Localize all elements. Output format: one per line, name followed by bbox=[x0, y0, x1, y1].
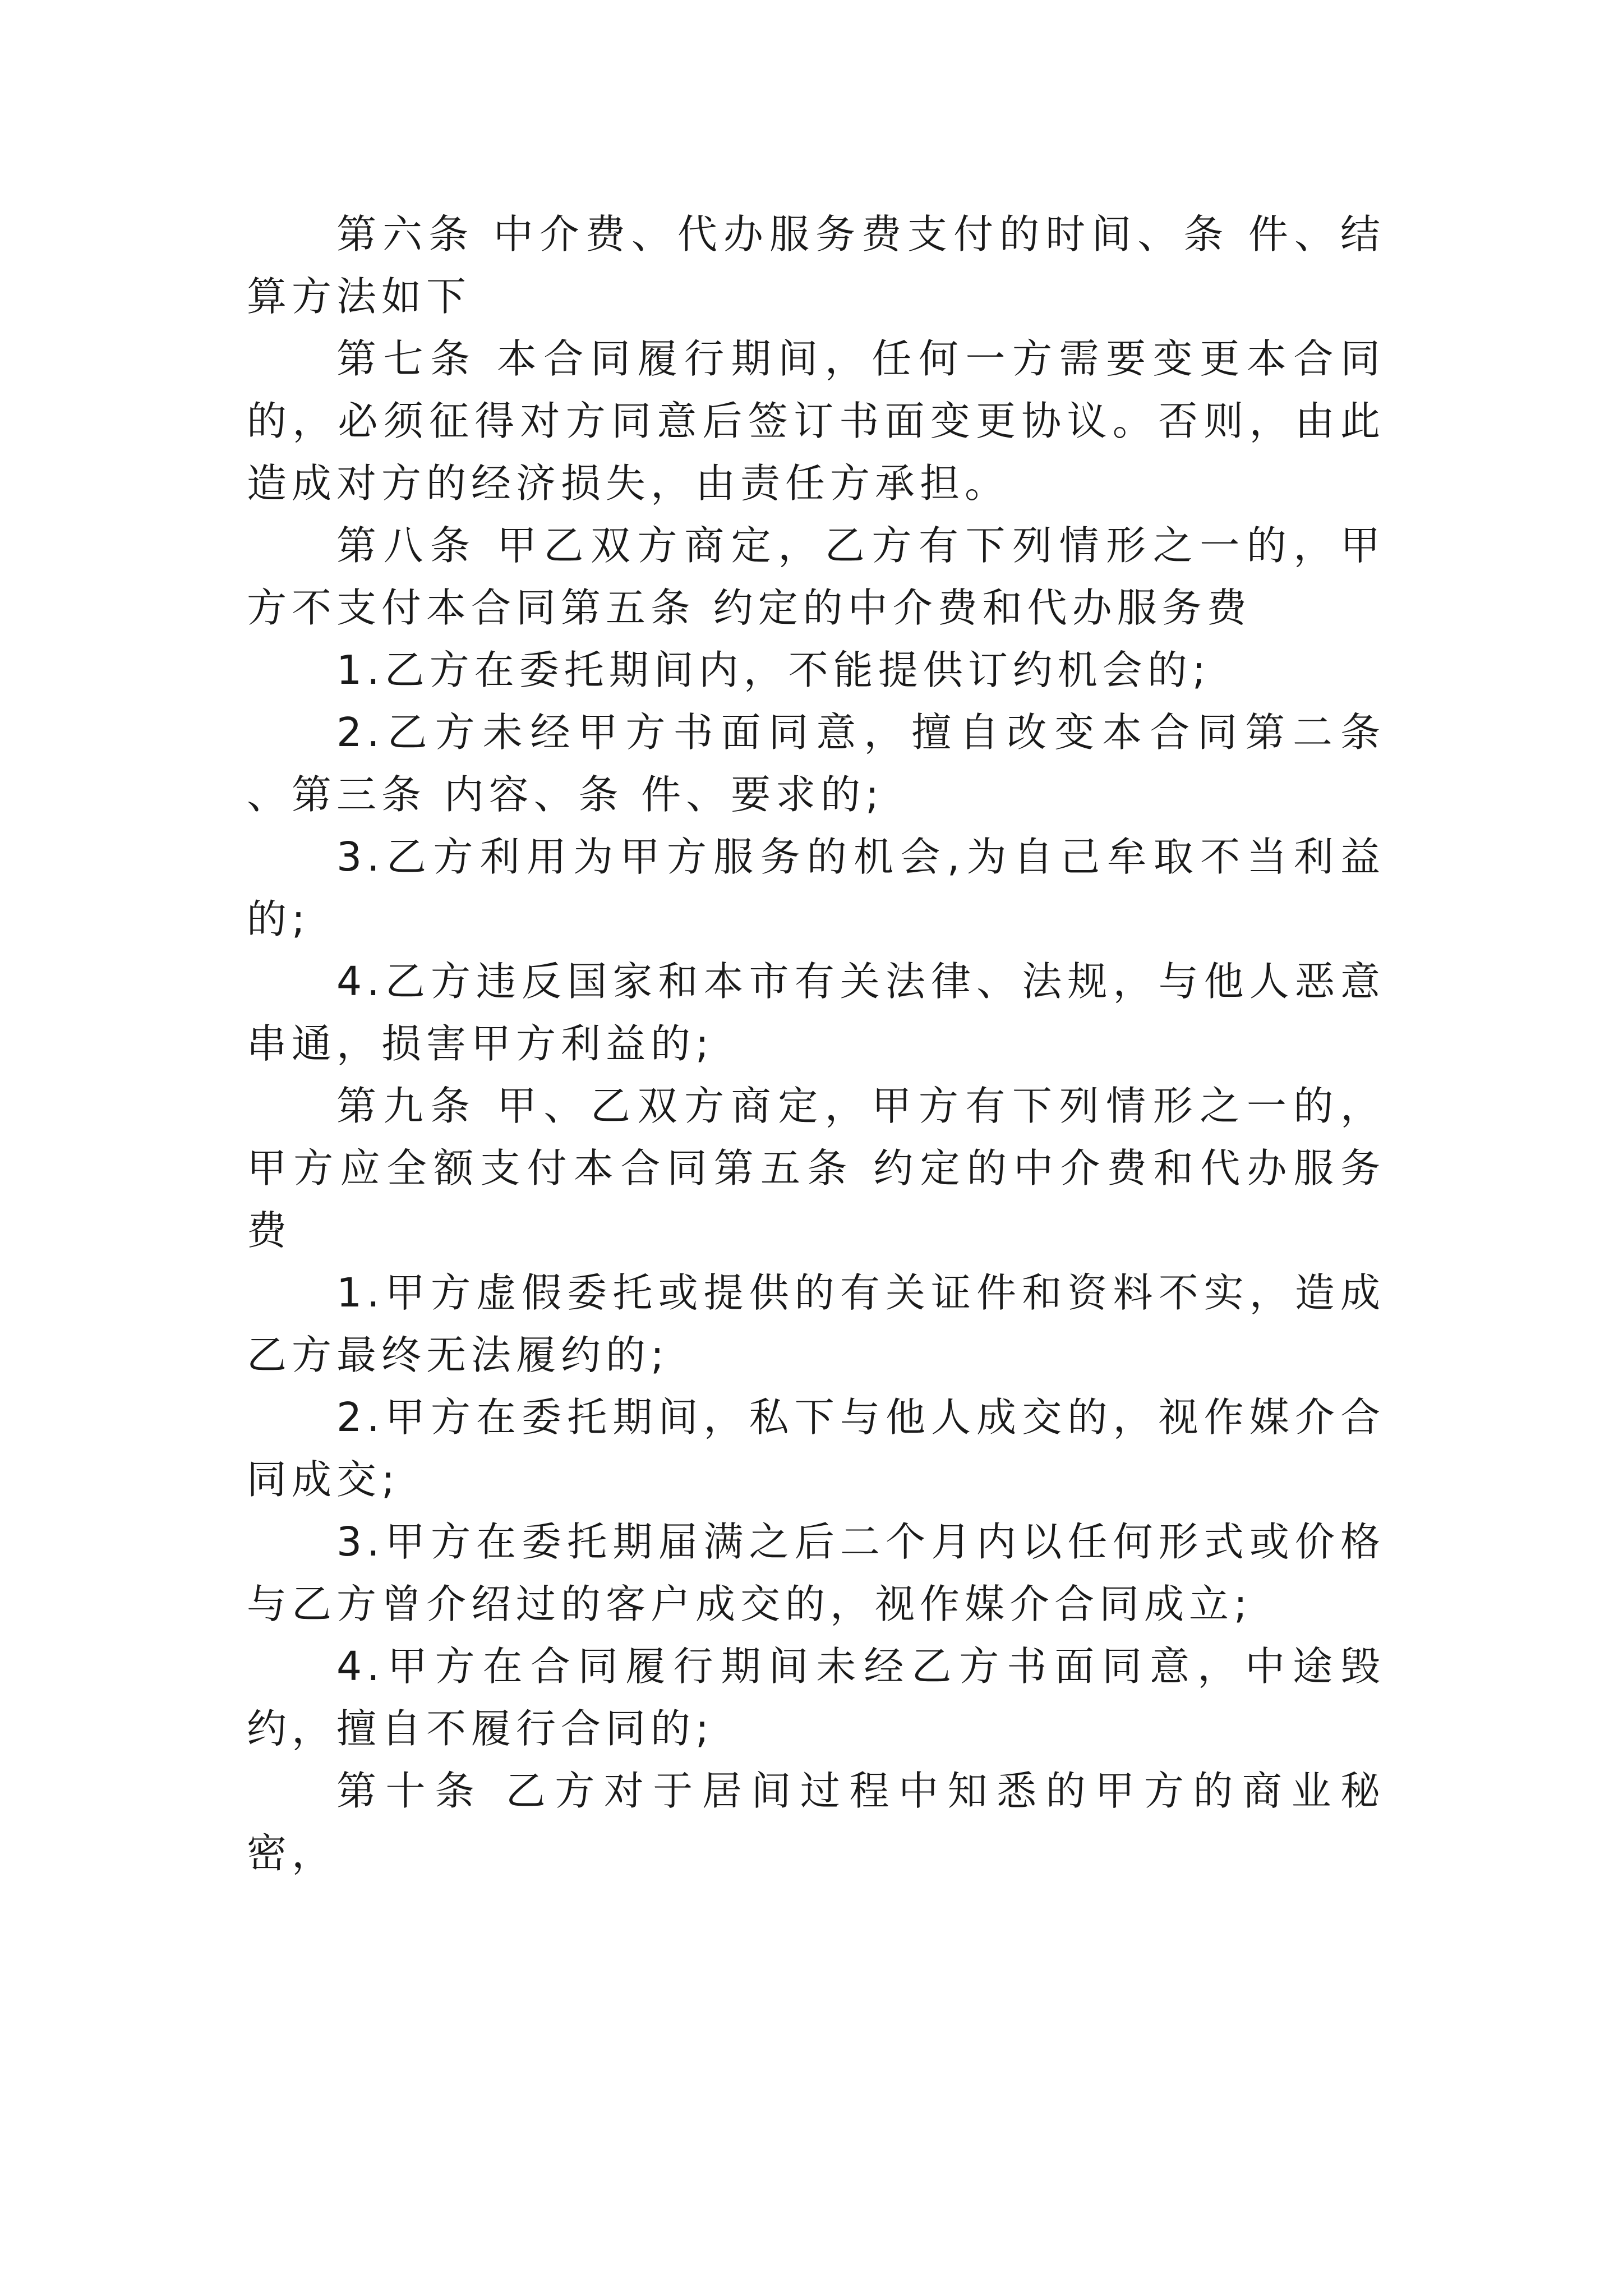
paragraph-article-8-item-1: 1.乙方在委托期间内，不能提供订约机会的; bbox=[336, 647, 1211, 693]
paragraph-article-10: 第十条 乙方对于居间过程中知悉的甲方的商业秘密， bbox=[247, 1768, 1385, 1876]
paragraph-article-6: 第六条 中介费、代办服务费支付的时间、条 件、结算方法如下 bbox=[247, 211, 1385, 320]
paragraph-article-8: 第八条 甲乙双方商定，乙方有下列情形之一的，甲方不支付本合同第五条 约定的中介费和代办服务费 bbox=[247, 522, 1385, 631]
paragraph-article-7: 第七条 本合同履行期间，任何一方需要变更本合同的，必须征得对方同意后签订书面变更协议。否则，由此造成对方的经济损失，由责任方承担。 bbox=[247, 335, 1385, 507]
paragraph-article-9-item-4: 4.甲方在合同履行期间未经乙方书面同意，中途毁约，擅自不履行合同的; bbox=[247, 1643, 1385, 1752]
paragraph-article-9-item-3: 3.甲方在委托期届满之后二个月内以任何形式或价格与乙方曾介绍过的客户成交的，视作媒介合同成立; bbox=[247, 1519, 1385, 1627]
paragraph-article-8-item-2: 2.乙方未经甲方书面同意，擅自改变本合同第二条 、第三条 内容、条 件、要求的; bbox=[247, 709, 1385, 818]
paragraph-article-8-item-3: 3.乙方利用为甲方服务的机会,为自己牟取不当利益的; bbox=[247, 834, 1385, 942]
paragraph-article-9-item-1: 1.甲方虚假委托或提供的有关证件和资料不实，造成乙方最终无法履约的; bbox=[247, 1269, 1385, 1378]
paragraph-article-8-item-4: 4.乙方违反国家和本市有关法律、法规，与他人恶意串通，损害甲方利益的; bbox=[247, 958, 1385, 1067]
paragraph-article-9-item-2: 2.甲方在委托期间，私下与他人成交的，视作媒介合同成交; bbox=[247, 1394, 1385, 1503]
paragraph-article-9: 第九条 甲、乙双方商定，甲方有下列情形之一的，甲方应全额支付本合同第五条 约定的中介费和代办服务费 bbox=[247, 1083, 1385, 1254]
document-body bbox=[247, 203, 1385, 1884]
